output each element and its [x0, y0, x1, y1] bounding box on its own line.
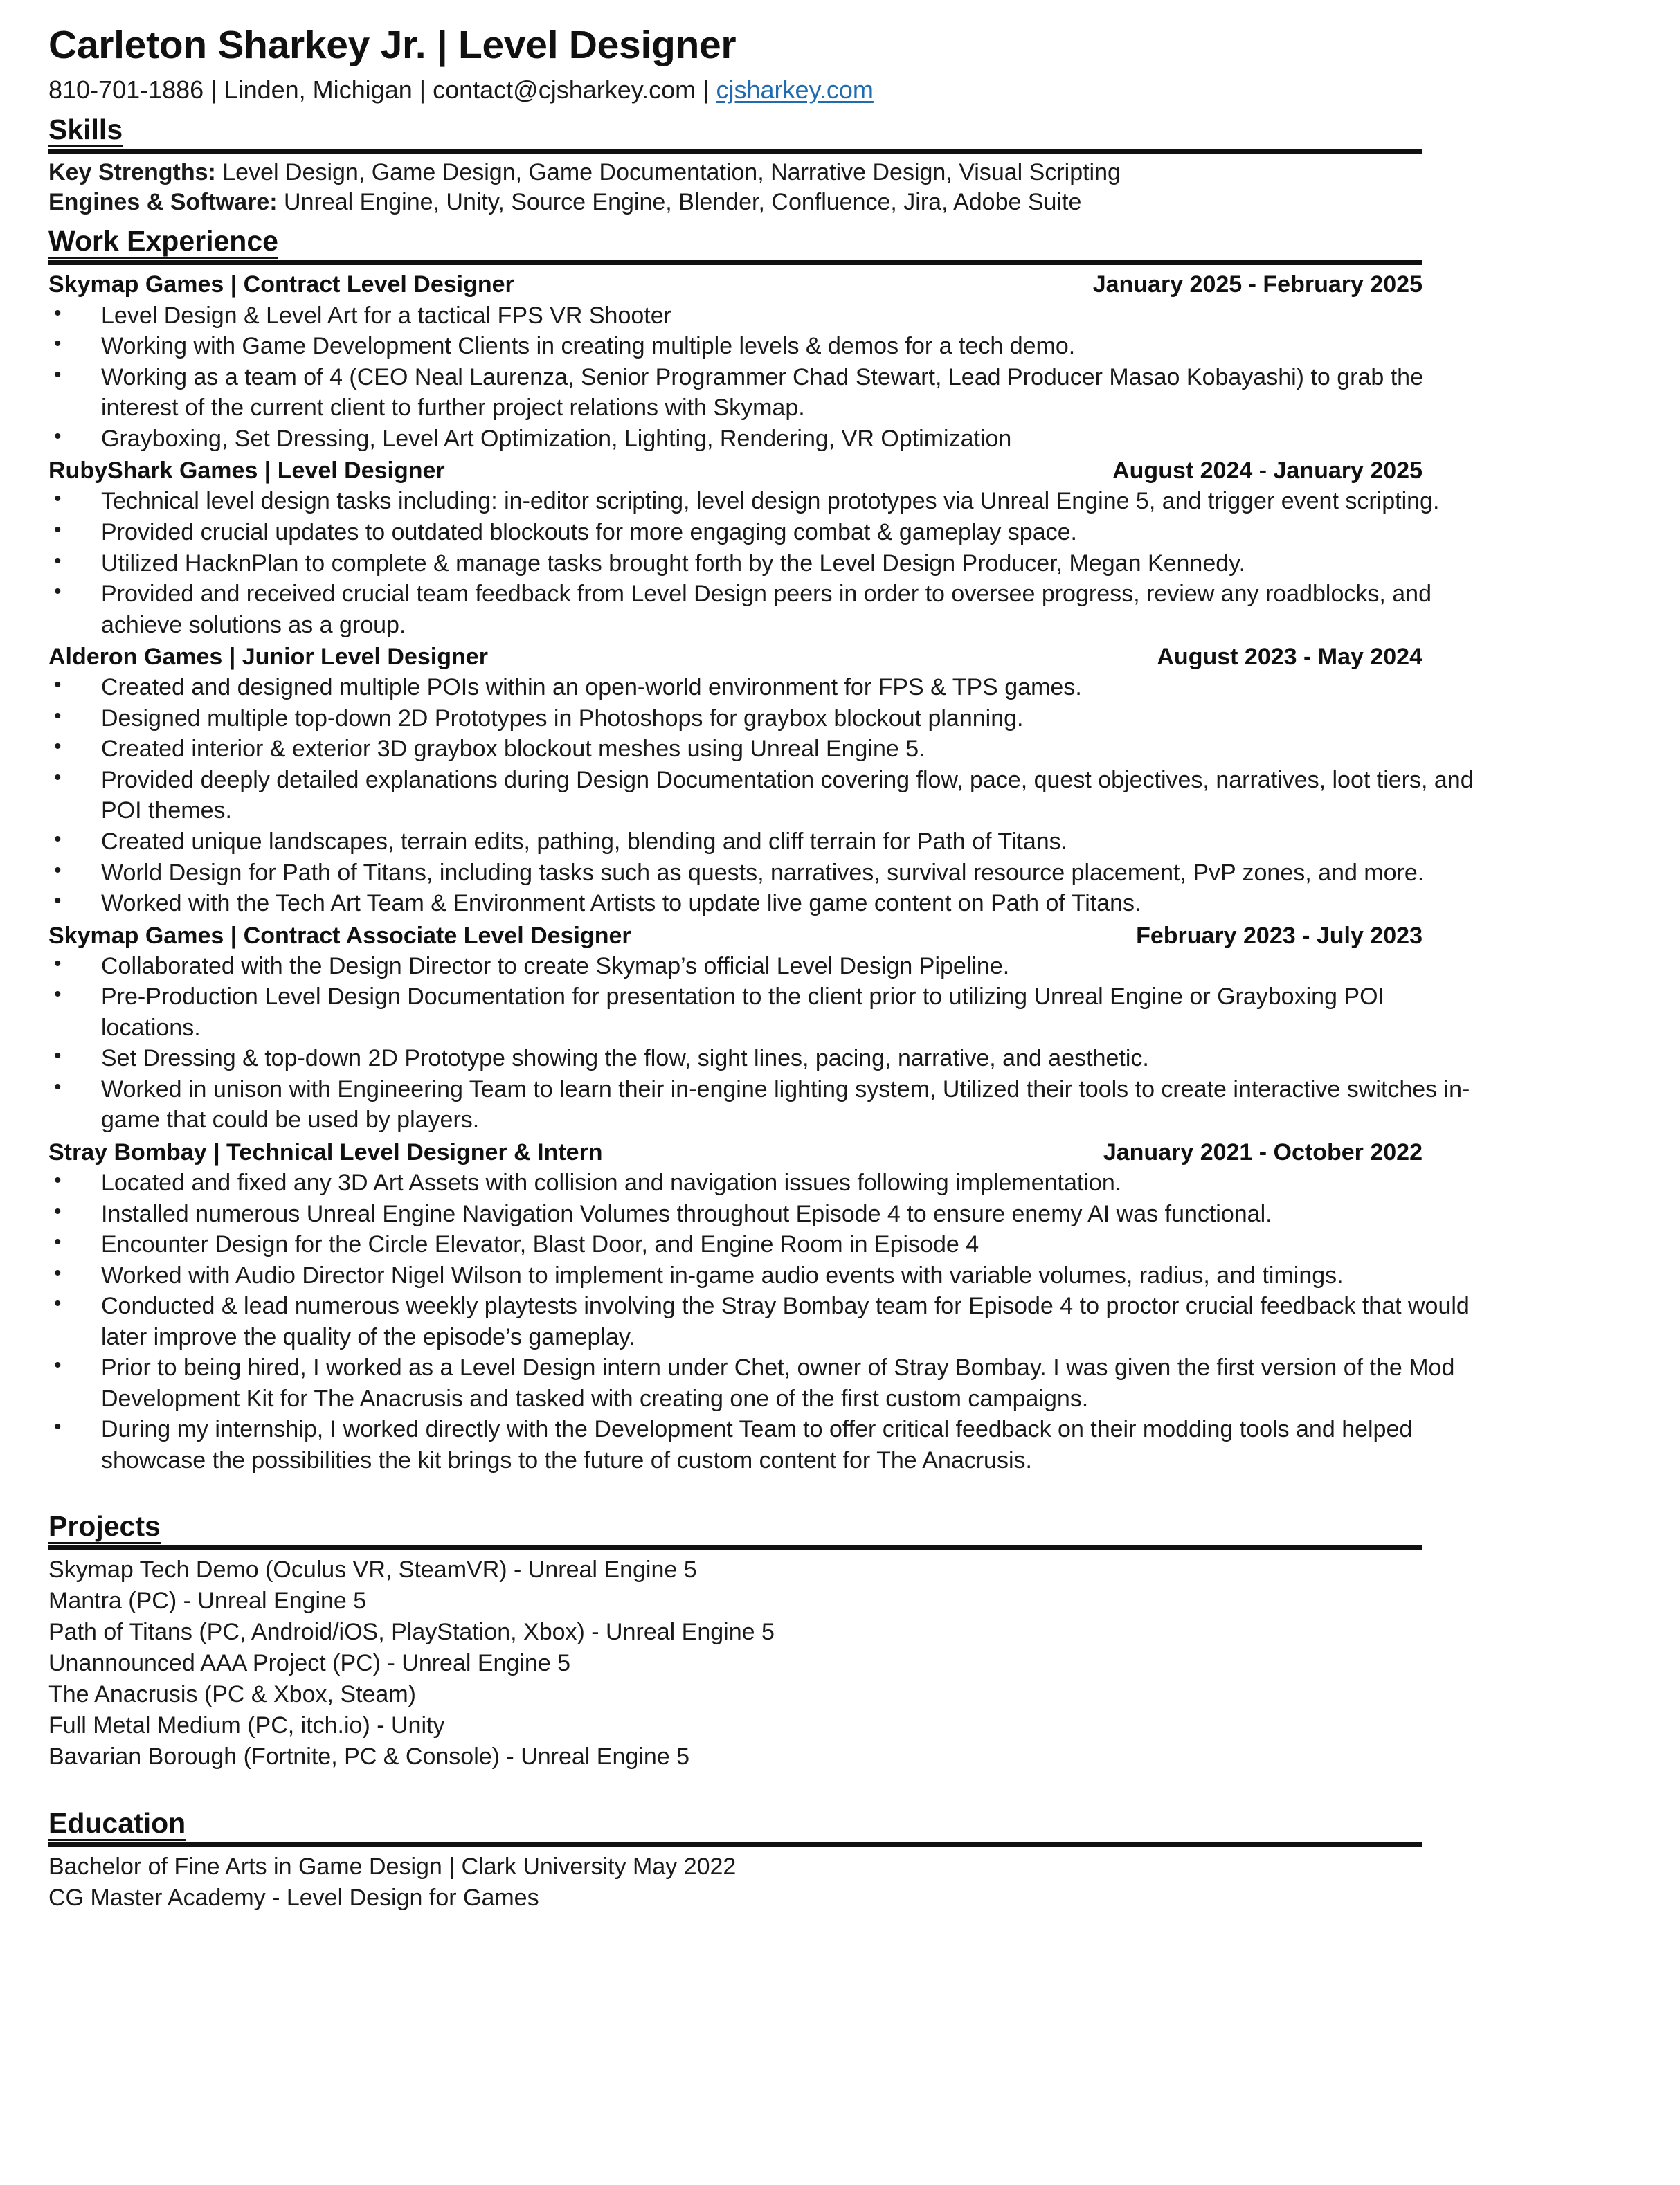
job-bullet: • During my internship, I worked directly with the Development Team to offer critical feedback on their modding tools and helped showcase the possibilities the kit brings to the future of custom content for The Anacrusis.	[48, 1414, 1485, 1476]
job-bullet: • Worked with the Tech Art Team & Environment Artists to update live game content on Path of Titans.	[48, 888, 1485, 919]
job-header	[48, 455, 1422, 486]
projects-divider	[48, 1545, 1422, 1550]
project-item: Mantra (PC) - Unreal Engine 5	[48, 1588, 367, 1615]
job-bullet: • Located and fixed any 3D Art Assets with collision and navigation issues following implementation.	[48, 1168, 1485, 1199]
job-bullet-list	[48, 672, 1632, 918]
job-dates: August 2024 - January 2025	[1112, 457, 1422, 484]
engines-software-value: Unreal Engine, Unity, Source Engine, Blender, Confluence, Jira, Adobe Suite	[277, 188, 1082, 215]
skills-divider	[48, 149, 1422, 154]
education-section	[48, 1808, 1632, 1914]
job-bullet-list	[48, 1168, 1632, 1476]
project-item: Unannounced AAA Project (PC) - Unreal Engine 5	[48, 1650, 571, 1677]
engines-software-label: Engines & Software:	[48, 188, 278, 215]
work-experience-section	[48, 226, 1632, 1476]
job-bullet: • Technical level design tasks including: in-editor scripting, level design prototypes via Unreal Engine 5, and trigger event scripting.	[48, 486, 1485, 517]
skills-section	[48, 115, 1632, 217]
education-top-spacer	[48, 1773, 1632, 1808]
project-item: Path of Titans (PC, Android/iOS, PlayStation, Xbox) - Unreal Engine 5	[48, 1619, 775, 1646]
engines-software-line	[48, 188, 1632, 217]
job-bullet: • Designed multiple top-down 2D Prototypes in Photoshops for graybox blockout planning.	[48, 703, 1485, 734]
education-list	[48, 1851, 1632, 1914]
education-divider	[48, 1842, 1422, 1847]
contact-separator-2: |	[412, 75, 433, 104]
page-title: Carleton Sharkey Jr. | Level Designer	[48, 23, 737, 67]
contact-separator-3: |	[696, 75, 716, 104]
job-title: Stray Bombay | Technical Level Designer & Intern	[48, 1139, 603, 1166]
job-bullet: • Working with Game Development Clients in creating multiple levels & demos for a tech demo.	[48, 331, 1485, 362]
key-strengths-value: Level Design, Game Design, Game Documentation, Narrative Design, Visual Scripting	[215, 158, 1121, 185]
job-header	[48, 642, 1422, 672]
email-text: contact@cjsharkey.com	[433, 75, 696, 104]
job-list	[48, 269, 1632, 1476]
project-item: Full Metal Medium (PC, itch.io) - Unity	[48, 1712, 445, 1739]
projects-section	[48, 1512, 1632, 1772]
job-dates: January 2025 - February 2025	[1092, 271, 1422, 298]
project-item: Bavarian Borough (Fortnite, PC & Console) - Unreal Engine 5	[48, 1743, 690, 1770]
job-bullet: • Level Design & Level Art for a tactical FPS VR Shooter	[48, 300, 1485, 332]
key-strengths-line	[48, 158, 1632, 188]
job-title: Skymap Games | Contract Level Designer	[48, 271, 514, 298]
job-title: Alderon Games | Junior Level Designer	[48, 644, 488, 671]
job-bullet: • Working as a team of 4 (CEO Neal Laurenza, Senior Programmer Chad Stewart, Lead Producer Masao Kobayashi) to grab the interest of the current client to further project relations with Skymap.	[48, 362, 1485, 424]
job-bullet: • Created unique landscapes, terrain edits, pathing, blending and cliff terrain for Path of Titans.	[48, 826, 1485, 858]
job-bullet: • Created and designed multiple POIs within an open-world environment for FPS & TPS games.	[48, 672, 1485, 703]
job-bullet: • Conducted & lead numerous weekly playtests involving the Stray Bombay team for Episode 4 to proctor crucial feedback that would later improve the quality of the episode’s gameplay.	[48, 1291, 1485, 1352]
key-strengths-label: Key Strengths:	[48, 158, 216, 185]
contact-line	[48, 74, 1632, 105]
location-text: Linden, Michigan	[224, 75, 413, 104]
job-bullet: • Installed numerous Unreal Engine Navigation Volumes throughout Episode 4 to ensure enemy AI was functional.	[48, 1199, 1485, 1230]
job-bullet: • Set Dressing & top-down 2D Prototype showing the flow, sight lines, pacing, narrative, and aesthetic.	[48, 1043, 1485, 1074]
job-bullet: • Collaborated with the Design Director to create Skymap’s official Level Design Pipeline.	[48, 951, 1485, 982]
job-bullet: • Prior to being hired, I worked as a Level Design intern under Chet, owner of Stray Bombay. I was given the first version of the Mod Development Kit for The Anacrusis and tasked with creating one of the first custom campaigns.	[48, 1352, 1485, 1414]
phone-text: 810-701-1886	[48, 75, 204, 104]
job-bullet: • Worked with Audio Director Nigel Wilson to implement in-game audio events with variable volumes, radius, and timings.	[48, 1260, 1485, 1291]
job-bullet: • Provided crucial updates to outdated blockouts for more engaging combat & gameplay space.	[48, 517, 1485, 548]
projects-list	[48, 1554, 1632, 1772]
projects-heading-wrap	[48, 1512, 1632, 1544]
job-bullet: • World Design for Path of Titans, including tasks such as quests, narratives, survival resource placement, PvP zones, and more.	[48, 858, 1485, 889]
job-title: Skymap Games | Contract Associate Level Designer	[48, 922, 631, 949]
job-bullet: • Grayboxing, Set Dressing, Level Art Optimization, Lighting, Rendering, VR Optimization	[48, 424, 1485, 455]
work-experience-heading-wrap	[48, 226, 1632, 259]
job-dates: August 2023 - May 2024	[1157, 644, 1422, 671]
job-bullet: • Provided deeply detailed explanations during Design Documentation covering flow, pace, quest objectives, narratives, loot tiers, and POI themes.	[48, 765, 1485, 826]
work-experience-heading: Work Experience	[48, 226, 278, 259]
job-header	[48, 1137, 1422, 1168]
skills-heading: Skills	[48, 115, 123, 147]
job-header	[48, 921, 1422, 951]
projects-top-spacer	[48, 1476, 1632, 1512]
job-bullet: • Worked in unison with Engineering Team to learn their in-engine lighting system, Utilized their tools to create interactive switches in-game that could be used by players.	[48, 1074, 1485, 1136]
education-item: Bachelor of Fine Arts in Game Design | Clark University May 2022	[48, 1853, 737, 1880]
work-experience-divider	[48, 260, 1422, 265]
resume-header	[48, 24, 1632, 105]
project-item: The Anacrusis (PC & Xbox, Steam)	[48, 1680, 416, 1707]
job-bullet-list	[48, 300, 1632, 455]
job-dates: February 2023 - July 2023	[1136, 922, 1422, 949]
job-bullet: • Provided and received crucial team feedback from Level Design peers in order to oversee progress, review any roadblocks, and achieve solutions as a group.	[48, 579, 1485, 640]
education-item: CG Master Academy - Level Design for Games	[48, 1884, 539, 1911]
education-heading-wrap	[48, 1808, 1632, 1841]
job-bullet: • Created interior & exterior 3D graybox blockout meshes using Unreal Engine 5.	[48, 734, 1485, 765]
job-bullet: • Pre-Production Level Design Documentation for presentation to the client prior to utilizing Unreal Engine or Grayboxing POI locations.	[48, 981, 1485, 1043]
job-bullet: • Encounter Design for the Circle Elevator, Blast Door, and Engine Room in Episode 4	[48, 1229, 1485, 1260]
contact-separator-1: |	[204, 75, 224, 104]
projects-heading: Projects	[48, 1512, 161, 1544]
job-title: RubyShark Games | Level Designer	[48, 457, 445, 484]
skills-heading-wrap	[48, 115, 1632, 147]
job-bullet-list	[48, 486, 1632, 640]
website-link[interactable]: cjsharkey.com	[716, 75, 874, 104]
job-bullet-list	[48, 951, 1632, 1136]
job-header	[48, 269, 1422, 300]
job-bullet: • Utilized HacknPlan to complete & manage tasks brought forth by the Level Design Producer, Megan Kennedy.	[48, 548, 1485, 579]
project-item: Skymap Tech Demo (Oculus VR, SteamVR) - Unreal Engine 5	[48, 1557, 697, 1584]
job-dates: January 2021 - October 2022	[1103, 1139, 1422, 1166]
education-heading: Education	[48, 1808, 186, 1841]
